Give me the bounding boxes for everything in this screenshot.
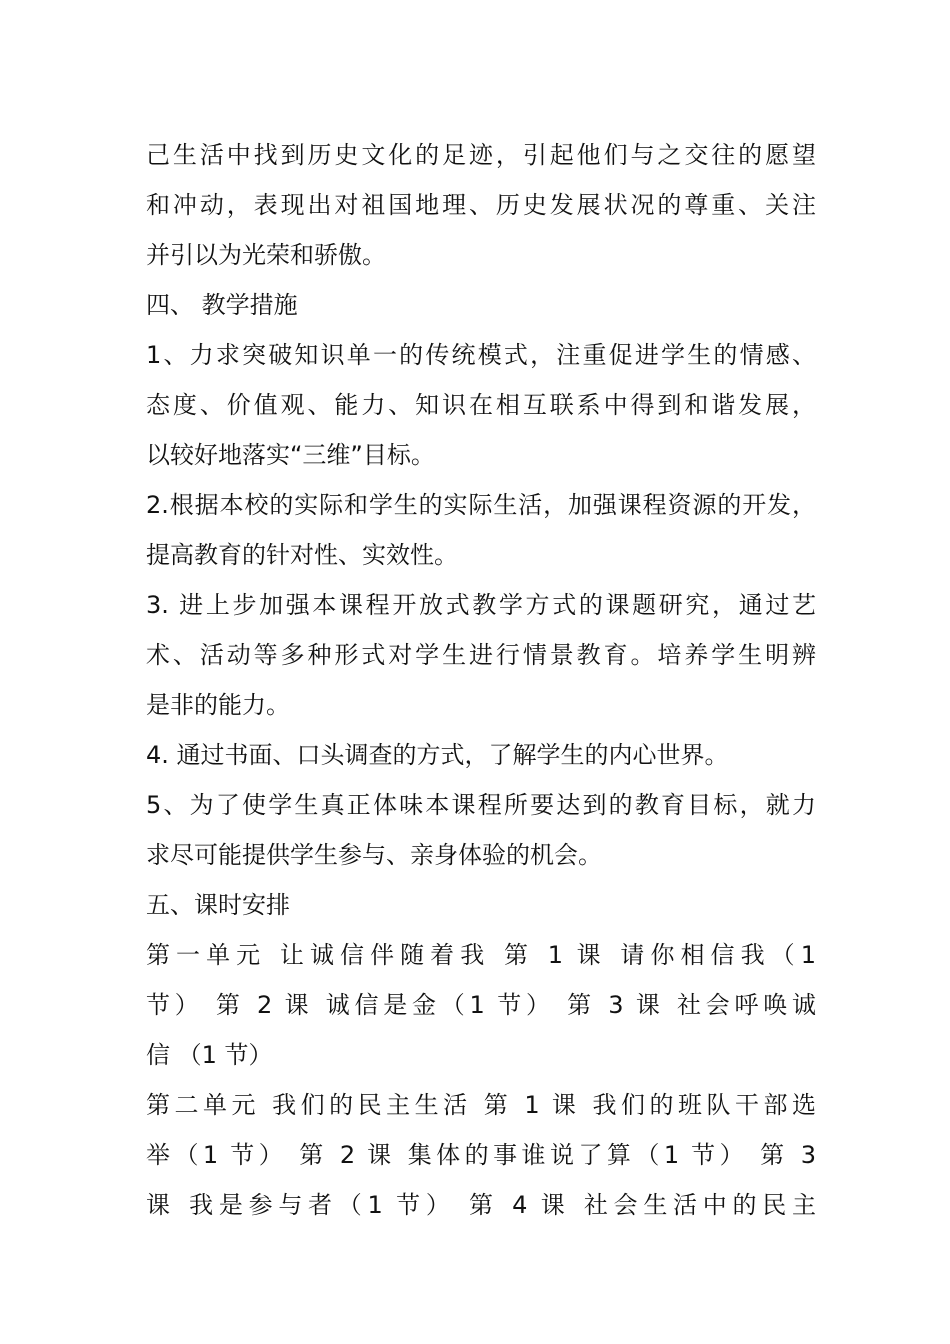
text-line: 己生活中找到历史文化的足迹，引起他们与之交往的愿望 <box>146 141 816 169</box>
text-line: 术、活动等多种形式对学生进行情景教育。培养学生明辨 <box>146 641 816 669</box>
text-line: 举（1 节） 第 2 课 集体的事谁说了算（1 节） 第 3 <box>146 1141 816 1169</box>
text-line: 是非的能力。 <box>146 691 290 719</box>
text-line: 提高教育的针对性、实效性。 <box>146 541 458 569</box>
text-line: 以较好地落实“三维”目标。 <box>146 441 435 469</box>
text-line: 4. 通过书面、口头调查的方式，了解学生的内心世界。 <box>146 741 729 769</box>
text-line: 2.根据本校的实际和学生的实际生活，加强课程资源的开发， <box>146 491 816 519</box>
text-line: 和冲动，表现出对祖国地理、历史发展状况的尊重、关注 <box>146 191 816 219</box>
text-line: 节） 第 2 课 诚信是金（1 节） 第 3 课 社会呼唤诚 <box>146 991 816 1019</box>
section-heading: 五、课时安排 <box>146 891 290 919</box>
section-heading: 四、 教学措施 <box>146 291 298 319</box>
text-line: 5、为了使学生真正体味本课程所要达到的教育目标，就力 <box>146 791 816 819</box>
text-line: 第二单元 我们的民主生活 第 1 课 我们的班队干部选 <box>146 1091 816 1119</box>
text-line: 课 我是参与者（1 节） 第 4 课 社会生活中的民主 <box>146 1191 816 1219</box>
text-line: 信 （1 节） <box>146 1041 273 1069</box>
text-line: 态度、价值观、能力、知识在相互联系中得到和谐发展， <box>146 391 816 419</box>
text-line: 3. 进上步加强本课程开放式教学方式的课题研究，通过艺 <box>146 591 816 619</box>
text-line: 并引以为光荣和骄傲。 <box>146 241 386 269</box>
text-line: 求尽可能提供学生参与、亲身体验的机会。 <box>146 841 602 869</box>
text-line: 1、力求突破知识单一的传统模式，注重促进学生的情感、 <box>146 341 816 369</box>
document-body <box>146 130 816 1230</box>
text-line: 第一单元 让诚信伴随着我 第 1 课 请你相信我（1 <box>146 941 816 969</box>
